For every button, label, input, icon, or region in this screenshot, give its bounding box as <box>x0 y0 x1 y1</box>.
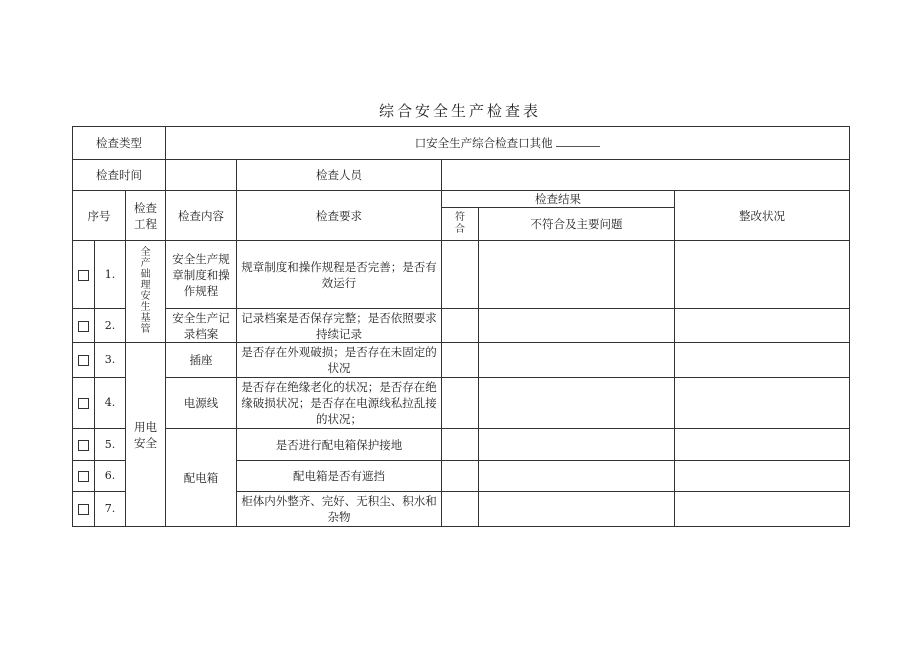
col-header-rectify: 整改状况 <box>675 191 850 241</box>
row-requirement: 规章制度和操作规程是否完善；是否有效运行 <box>237 241 442 309</box>
row-content: 安全生产记录档案 <box>166 309 237 343</box>
row-rectify-cell[interactable] <box>675 309 850 343</box>
column-header-row-1 <box>73 191 850 208</box>
row-checkbox[interactable] <box>73 241 95 309</box>
row-issue-cell[interactable] <box>479 461 675 492</box>
row-conform-cell[interactable] <box>442 309 479 343</box>
row-rectify-cell[interactable] <box>675 378 850 429</box>
table-row <box>73 241 850 309</box>
row-content: 配电箱 <box>166 429 237 527</box>
inspection-table <box>72 126 850 527</box>
table-row <box>73 343 850 378</box>
row-number: 6. <box>95 461 126 492</box>
col-header-seq: 序号 <box>73 191 126 241</box>
inspection-type-label: 检查类型 <box>73 127 166 160</box>
row-number: 1. <box>95 241 126 309</box>
row-checkbox[interactable] <box>73 429 95 461</box>
row-conform-cell[interactable] <box>442 492 479 527</box>
row-inspection-time <box>73 160 850 191</box>
table-row <box>73 429 850 461</box>
inspection-time-field[interactable] <box>166 160 237 191</box>
checkbox-icon[interactable] <box>78 355 89 366</box>
inspection-type-options: 口安全生产综合检查口其他 <box>414 136 553 150</box>
col-header-conform: 符合 <box>442 208 479 241</box>
row-conform-cell[interactable] <box>442 461 479 492</box>
col-header-content: 检查内容 <box>166 191 237 241</box>
col-header-requirement: 检查要求 <box>237 191 442 241</box>
row-inspection-type <box>73 127 850 160</box>
row-issue-cell[interactable] <box>479 378 675 429</box>
row-rectify-cell[interactable] <box>675 343 850 378</box>
group-cell-electrical-safety: 用电安全 <box>126 343 166 527</box>
row-content: 安全生产规章制度和操作规程 <box>166 241 237 309</box>
inspection-type-value[interactable] <box>166 127 850 160</box>
row-rectify-cell[interactable] <box>675 461 850 492</box>
inspector-field[interactable] <box>442 160 850 191</box>
col-header-result: 检查结果 <box>442 191 675 208</box>
row-rectify-cell[interactable] <box>675 492 850 527</box>
checkbox-icon[interactable] <box>78 471 89 482</box>
row-requirement: 记录档案是否保存完整；是否依照要求持续记录 <box>237 309 442 343</box>
checkbox-icon[interactable] <box>78 398 89 409</box>
row-requirement: 是否进行配电箱保护接地 <box>237 429 442 461</box>
row-issue-cell[interactable] <box>479 241 675 309</box>
row-requirement: 柜体内外整齐、完好、无积尘、积水和杂物 <box>237 492 442 527</box>
inspection-time-label: 检查时间 <box>73 160 166 191</box>
row-conform-cell[interactable] <box>442 378 479 429</box>
checkbox-icon[interactable] <box>78 440 89 451</box>
group-cell-basic-management: 全产础理安生基管 <box>126 241 166 343</box>
col-header-nonconform: 不符合及主要问题 <box>479 208 675 241</box>
inspector-label: 检查人员 <box>237 160 442 191</box>
row-issue-cell[interactable] <box>479 429 675 461</box>
row-rectify-cell[interactable] <box>675 429 850 461</box>
row-checkbox[interactable] <box>73 461 95 492</box>
row-requirement: 配电箱是否有遮挡 <box>237 461 442 492</box>
other-blank-line[interactable] <box>556 135 600 147</box>
row-requirement: 是否存在外观破损；是否存在未固定的状况 <box>237 343 442 378</box>
checkbox-icon[interactable] <box>78 321 89 332</box>
row-requirement: 是否存在绝缘老化的状况；是否存在绝缘破损状况；是否存在电源线私拉乱接的状况； <box>237 378 442 429</box>
row-issue-cell[interactable] <box>479 492 675 527</box>
checkbox-icon[interactable] <box>78 504 89 515</box>
table-row <box>73 378 850 429</box>
row-number: 2. <box>95 309 126 343</box>
row-checkbox[interactable] <box>73 343 95 378</box>
row-number: 7. <box>95 492 126 527</box>
checkbox-icon[interactable] <box>78 270 89 281</box>
row-conform-cell[interactable] <box>442 429 479 461</box>
col-header-project: 检查工程 <box>126 191 166 241</box>
row-issue-cell[interactable] <box>479 343 675 378</box>
row-checkbox[interactable] <box>73 378 95 429</box>
row-checkbox[interactable] <box>73 492 95 527</box>
row-conform-cell[interactable] <box>442 343 479 378</box>
row-conform-cell[interactable] <box>442 241 479 309</box>
row-rectify-cell[interactable] <box>675 241 850 309</box>
row-number: 4. <box>95 378 126 429</box>
table-row <box>73 309 850 343</box>
row-content: 电源线 <box>166 378 237 429</box>
page-title: 综合安全生产检查表 <box>378 102 541 120</box>
row-number: 3. <box>95 343 126 378</box>
row-content: 插座 <box>166 343 237 378</box>
row-number: 5. <box>95 429 126 461</box>
row-checkbox[interactable] <box>73 309 95 343</box>
row-issue-cell[interactable] <box>479 309 675 343</box>
